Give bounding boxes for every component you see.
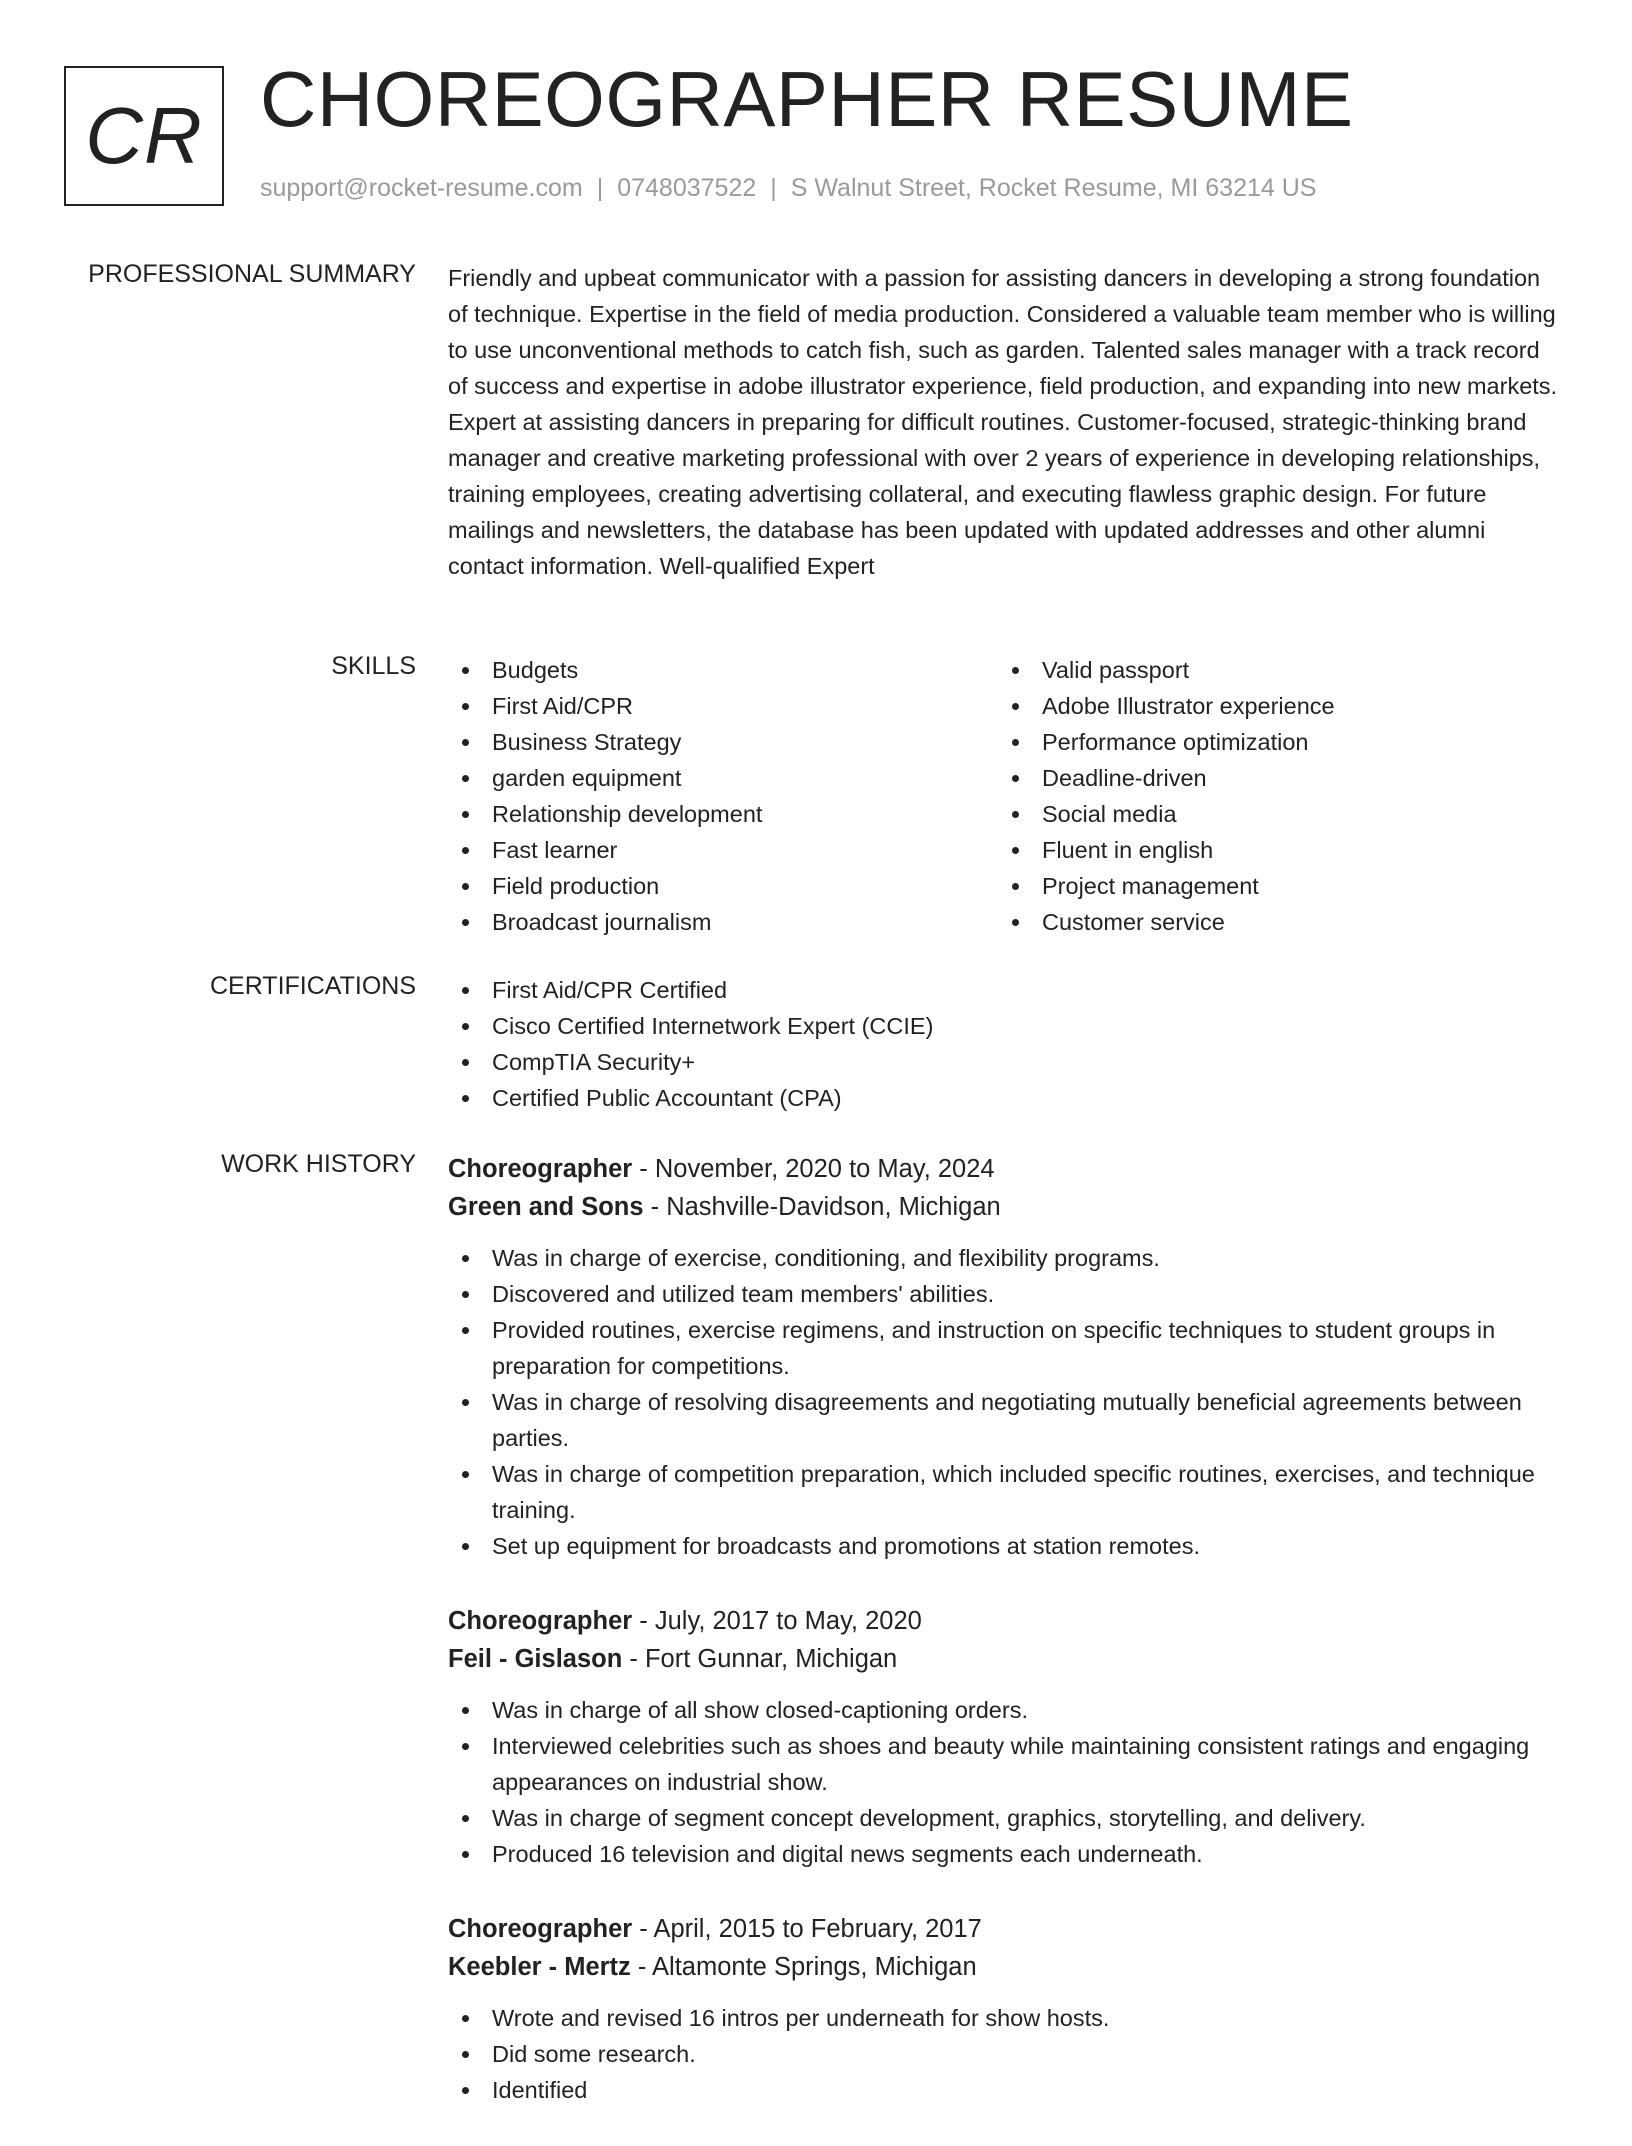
list-item: Business Strategy [448, 724, 998, 760]
job-role: Choreographer [448, 1607, 633, 1635]
summary-text: Friendly and upbeat communicator with a passion for assisting dancers in developing a strong foundation of technique. Expertise in the field of media production. Considered a valuable team member who is willing to use unconventional methods to catch fish, such as garden. Talented sales manager with a track record of success and expertise in adobe illustrator experience, field production, and expanding into new markets. Expert at assisting dancers in preparing for difficult routines. Customer-focused, strategic-thinking brand manager and creative marketing professional with over 2 years of experience in developing relationships, training employees, creating advertising collateral, and executing flawless graphic design. For future mailings and newsletters, the database has been updated with updated addresses and other alumni contact information. Well-qualified Expert [448, 265, 1558, 579]
list-item: Wrote and revised 16 intros per underneath for show hosts. [448, 2000, 1558, 2036]
job-bullets [448, 1240, 1558, 1564]
job-role: Choreographer [448, 1915, 633, 1943]
list-item: Adobe Illustrator experience [998, 688, 1548, 724]
list-item: First Aid/CPR Certified [448, 972, 1558, 1008]
job-company-line [448, 1188, 1558, 1226]
skills-list-right [998, 652, 1548, 940]
list-item: Performance optimization [998, 724, 1548, 760]
certifications-label: CERTIFICATIONS [209, 972, 416, 1000]
list-item: Certified Public Accountant (CPA) [448, 1080, 1558, 1116]
job-location: - Altamonte Springs, Michigan [630, 1953, 977, 1981]
contact-address: S Walnut Street, Rocket Resume, MI 63214 US [790, 174, 1317, 202]
job-location: - Fort Gunnar, Michigan [622, 1645, 898, 1673]
list-item: Budgets [448, 652, 998, 688]
contact-phone[interactable]: 0748037522 [617, 174, 757, 202]
list-item: Was in charge of segment concept development, graphics, storytelling, and delivery. [448, 1800, 1558, 1836]
job-title-line [448, 1910, 1558, 1948]
job-title-line [448, 1150, 1558, 1188]
work-history-body [448, 1150, 1558, 2146]
job-company-line [448, 1640, 1558, 1678]
list-item: Social media [998, 796, 1548, 832]
list-item: Did some research. [448, 2036, 1558, 2072]
list-item: Identified [448, 2072, 1558, 2108]
skills-list-left [448, 652, 998, 940]
job-entry [448, 1602, 1558, 1872]
list-item: Set up equipment for broadcasts and promotions at station remotes. [448, 1528, 1558, 1564]
list-item: Field production [448, 868, 998, 904]
list-item: CompTIA Security+ [448, 1044, 1558, 1080]
job-company-line [448, 1948, 1558, 1986]
skills-columns [448, 652, 1558, 940]
list-item: Valid passport [998, 652, 1548, 688]
resume-title: CHOREOGRAPHER RESUME [260, 55, 1354, 143]
job-entry [448, 1150, 1558, 1564]
skills-label: SKILLS [331, 652, 416, 680]
job-bullets [448, 1692, 1558, 1872]
job-title-line [448, 1602, 1558, 1640]
job-entry [448, 1910, 1558, 2108]
job-dates: - April, 2015 to February, 2017 [632, 1915, 982, 1943]
job-bullets [448, 2000, 1558, 2108]
initials-monogram [64, 66, 224, 206]
contact-separator: | [596, 174, 604, 202]
list-item: Relationship development [448, 796, 998, 832]
list-item: Broadcast journalism [448, 904, 998, 940]
work-history-label: WORK HISTORY [221, 1150, 416, 1178]
contact-separator: | [770, 174, 777, 202]
list-item: Was in charge of all show closed-captioning orders. [448, 1692, 1558, 1728]
list-item: Project management [998, 868, 1548, 904]
list-item: Produced 16 television and digital news segments each underneath. [448, 1836, 1558, 1872]
list-item: Provided routines, exercise regimens, and instruction on specific techniques to student groups in preparation for competitions. [448, 1312, 1558, 1384]
list-item: Was in charge of exercise, conditioning, and flexibility programs. [448, 1240, 1558, 1276]
certifications-body [448, 972, 1558, 1116]
list-item: Deadline-driven [998, 760, 1548, 796]
list-item: Was in charge of competition preparation, which included specific routines, exercises, and technique training. [448, 1456, 1558, 1528]
summary-body [448, 260, 1558, 584]
list-item: Was in charge of resolving disagreements and negotiating mutually beneficial agreements between parties. [448, 1384, 1558, 1456]
list-item: garden equipment [448, 760, 998, 796]
contact-email[interactable]: support@rocket-resume.com [260, 174, 583, 202]
contact-line [260, 174, 1316, 203]
job-company: Keebler - Mertz [448, 1953, 631, 1981]
list-item: Customer service [998, 904, 1548, 940]
list-item: Discovered and utilized team members' abilities. [448, 1276, 1558, 1312]
job-location: - Nashville-Davidson, Michigan [643, 1193, 1001, 1221]
list-item: Interviewed celebrities such as shoes and beauty while maintaining consistent ratings and engaging appearances on industrial show. [448, 1728, 1558, 1800]
job-company: Green and Sons [448, 1193, 644, 1221]
list-item: Fluent in english [998, 832, 1548, 868]
list-item: First Aid/CPR [448, 688, 998, 724]
list-item: Fast learner [448, 832, 998, 868]
job-dates: - November, 2020 to May, 2024 [632, 1155, 995, 1183]
list-item: Cisco Certified Internetwork Expert (CCIE) [448, 1008, 1558, 1044]
job-company: Feil - Gislason [448, 1645, 623, 1673]
job-dates: - July, 2017 to May, 2020 [632, 1607, 922, 1635]
initials-text: CR [85, 91, 203, 180]
certifications-list [448, 972, 1558, 1116]
job-role: Choreographer [448, 1155, 633, 1183]
summary-label: PROFESSIONAL SUMMARY [88, 260, 416, 288]
